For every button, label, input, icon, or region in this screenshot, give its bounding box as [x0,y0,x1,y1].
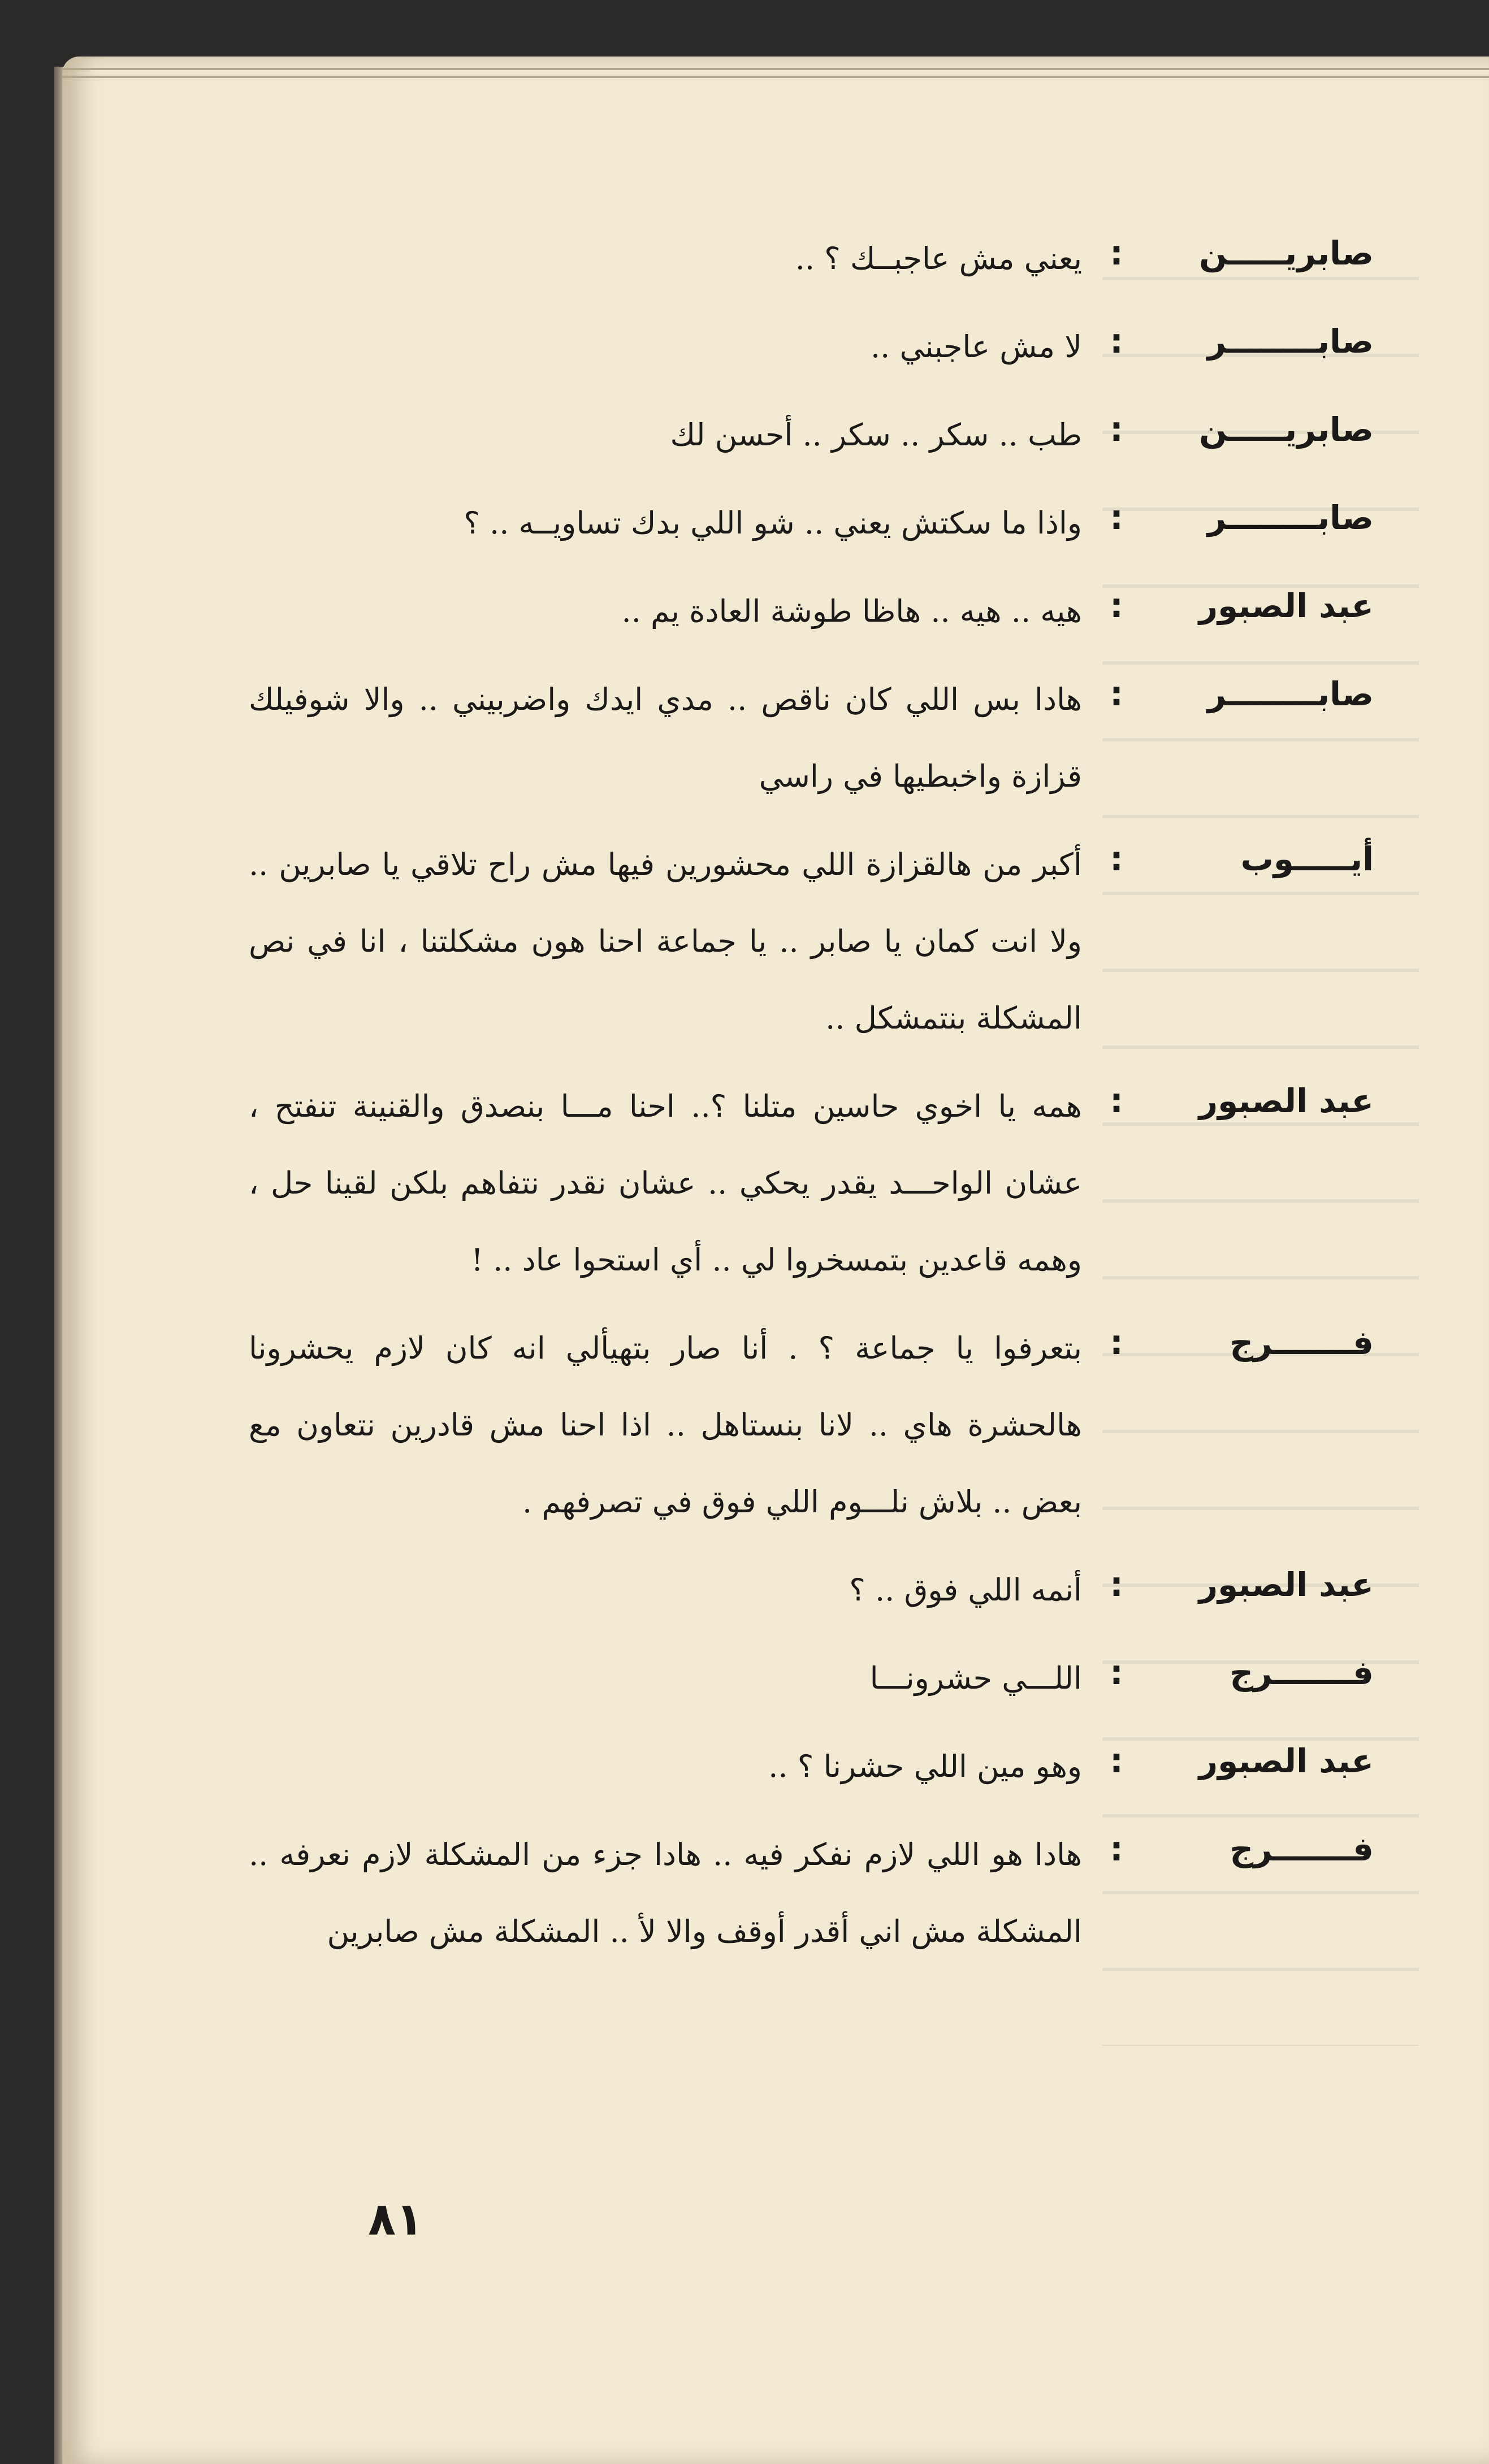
speaker-colon: : [1110,1653,1123,1693]
speaker-colon: : [1110,674,1123,714]
dialogue-entry [249,309,1374,385]
speaker-colon: : [1110,322,1123,361]
dialogue-block [249,220,1374,1981]
speaker-name: صابريـــــن [1199,234,1374,272]
page-number: ٨١ [368,2193,423,2245]
dialogue-entry [249,1640,1374,1717]
speech-text: أكبر من هالقزازة اللي محشورين فيها مش راح تلاقي يا صابرين .. ولا انت كمان يا صابر .. يا جماعة احنا هون مشكلتنا ، انا في نص المشكلة بنتمشكل .. [249,847,1082,1036]
speaker-name: صابــــــــر [1207,498,1374,537]
speaker-name: عبد الصبور [1198,1082,1374,1120]
speech-text: همه يا اخوي حاسين متلنا ؟.. احنا مـــا بنصدق والقنينة تنفتح ، عشان الواحـــد يقدر يحكي .. عشان نقدر نتفاهم بلكن لقينا حل ، وهمه قاعدين بتمسخروا لي .. أي استحوا عاد .. ! [249,1088,1082,1278]
speaker-colon: : [1110,1081,1123,1121]
speaker-colon: : [1110,1741,1123,1781]
dialogue-entry [249,1068,1374,1299]
speech-text: أنمه اللي فوق .. ؟ [849,1572,1082,1608]
speaker-name: عبد الصبور [1198,1742,1374,1780]
speaker-colon: : [1110,839,1123,879]
speaker-colon: : [1110,1323,1123,1363]
speaker-name: فـــــــرج [1230,1830,1374,1868]
speaker-colon: : [1110,1565,1123,1604]
speaker-name: صابــــــــر [1207,675,1374,713]
speech-text: هادا هو اللي لازم نفكر فيه .. هادا جزء من المشكلة لازم نعرفه .. المشكلة مش اني أقدر أوقف والا لأ .. المشكلة مش صابرين [249,1837,1082,1949]
speech-text: هيه .. هيه .. هاظا طوشة العادة يم .. [621,593,1082,629]
page-stack-line [62,76,1489,78]
speech-text: واذا ما سكتش يعني .. شو اللي بدك تساويــه .. ؟ [464,505,1082,541]
dialogue-entry [249,1816,1374,1970]
speaker-name: عبد الصبور [1198,587,1374,625]
speaker-name: عبد الصبور [1198,1565,1374,1604]
speaker-colon: : [1110,1829,1123,1869]
speech-text: وهو مين اللي حشرنا ؟ .. [768,1749,1082,1784]
speaker-name: صابريـــــن [1199,410,1374,449]
speaker-name: فـــــــرج [1230,1654,1374,1692]
dialogue-entry [249,573,1374,650]
speech-text: لا مش عاجبني .. [870,329,1082,365]
speaker-colon: : [1110,410,1123,449]
page-stack-line [62,68,1489,70]
dialogue-entry [249,485,1374,562]
dialogue-entry [249,220,1374,297]
dialogue-entry [249,826,1374,1057]
speaker-colon: : [1110,586,1123,626]
speech-text: يعني مش عاجبــك ؟ .. [795,241,1082,276]
speaker-name: أيـــــوب [1240,840,1374,878]
speaker-name: فـــــــرج [1230,1324,1374,1362]
dialogue-entry [249,661,1374,815]
speaker-name: صابــــــــر [1207,322,1374,361]
speaker-colon: : [1110,498,1123,537]
speaker-colon: : [1110,233,1123,273]
dialogue-entry [249,1552,1374,1629]
dialogue-entry [249,397,1374,474]
speech-text: اللـــي حشرونـــا [869,1660,1082,1696]
dialogue-entry [249,1728,1374,1805]
dialogue-entry [249,1310,1374,1541]
speech-text: بتعرفوا يا جماعة ؟ . أنا صار بتهيألي انه كان لازم يحشرونا هالحشرة هاي .. لانا بنستاهل .. اذا احنا مش قادرين نتعاون مع بعض .. بلاش نلـــوم اللي فوق في تصرفهم . [249,1330,1082,1520]
speech-text: طب .. سكر .. سكر .. أحسن لك [670,417,1082,453]
speech-text: هادا بس اللي كان ناقص .. مدي ايدك واضربيني .. والا شوفيلك قزازة واخبطيها في راسي [249,682,1082,794]
